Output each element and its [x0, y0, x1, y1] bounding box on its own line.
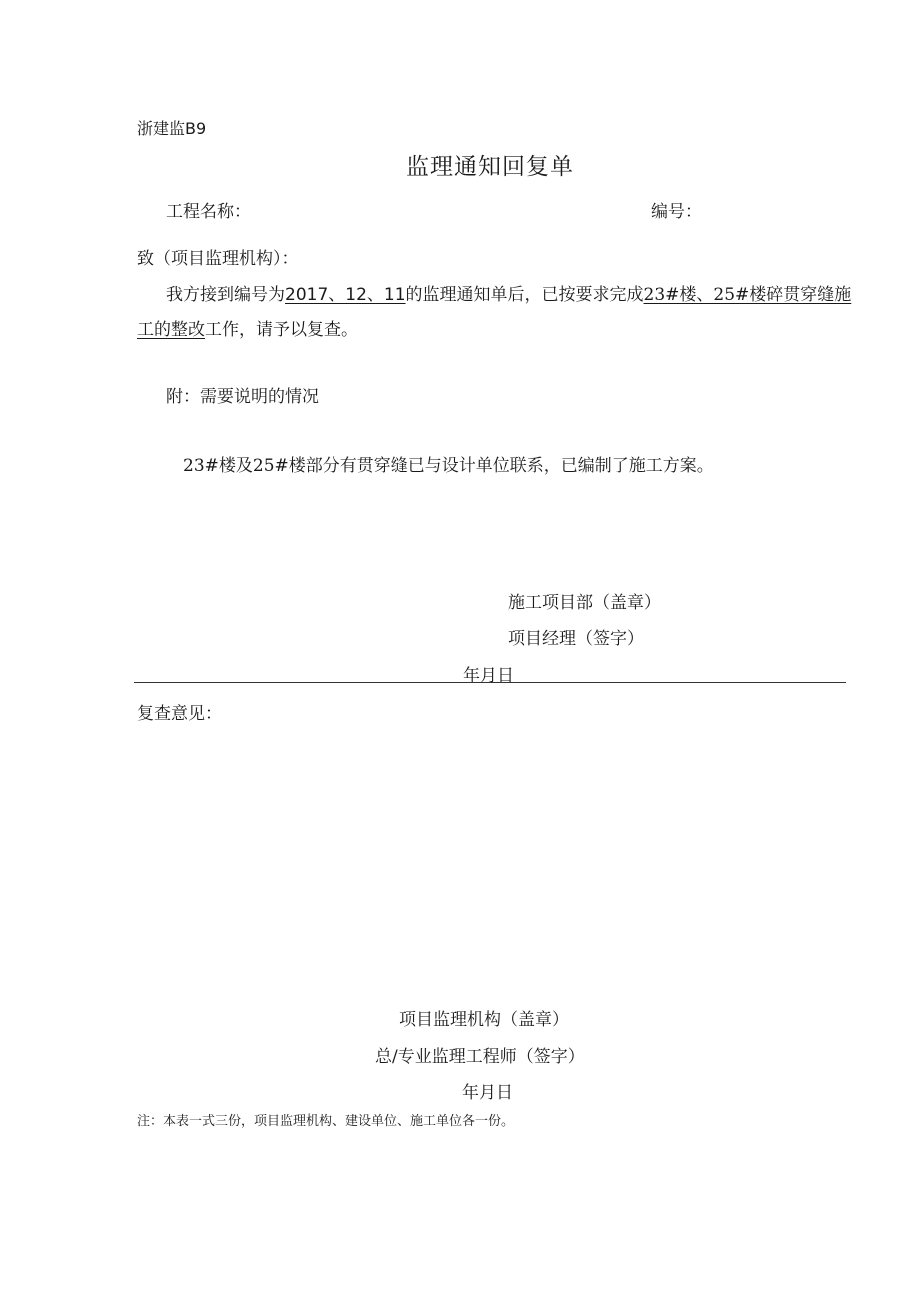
explanation-text: 23#楼及25#楼部分有贯穿缝已与设计单位联系，已编制了施工方案。 — [183, 456, 714, 476]
body-line-1 — [166, 280, 851, 305]
work-item-line-2: 工的整改 — [137, 320, 205, 340]
project-name-label: 工程名称： — [166, 202, 251, 222]
work-item-line-1: 23#楼、25#楼碎贯穿缝施 — [643, 285, 852, 305]
body-mid: 的监理通知单后，已按要求完成 — [405, 285, 644, 305]
body-suffix: 工作，请予以复查。 — [205, 320, 358, 340]
contractor-date-label: 年月日 — [463, 666, 514, 686]
supervisor-date-label: 年月日 — [462, 1083, 513, 1103]
body-prefix: 我方接到编号为 — [166, 285, 285, 305]
number-label: 编号： — [651, 202, 702, 222]
section-divider — [134, 682, 846, 683]
recipient-line: 致（项目监理机构）： — [137, 249, 299, 269]
footnote: 注：本表一式三份，项目监理机构、建设单位、施工单位各一份。 — [137, 1114, 515, 1129]
contractor-stamp-label: 施工项目部（盖章） — [508, 593, 661, 613]
attachment-label: 附：需要说明的情况 — [166, 387, 319, 407]
project-manager-sign-label: 项目经理（签字） — [508, 629, 644, 649]
review-opinion-label: 复查意见： — [137, 704, 222, 724]
supervisor-stamp-label: 项目监理机构（盖章） — [399, 1010, 569, 1030]
notice-number: 2017、12、11 — [285, 285, 406, 305]
engineer-sign-label: 总/专业监理工程师（签字） — [375, 1047, 585, 1067]
body-line-2 — [137, 315, 358, 340]
document-title: 监理通知回复单 — [406, 154, 574, 180]
form-code: 浙建监B9 — [137, 119, 207, 138]
